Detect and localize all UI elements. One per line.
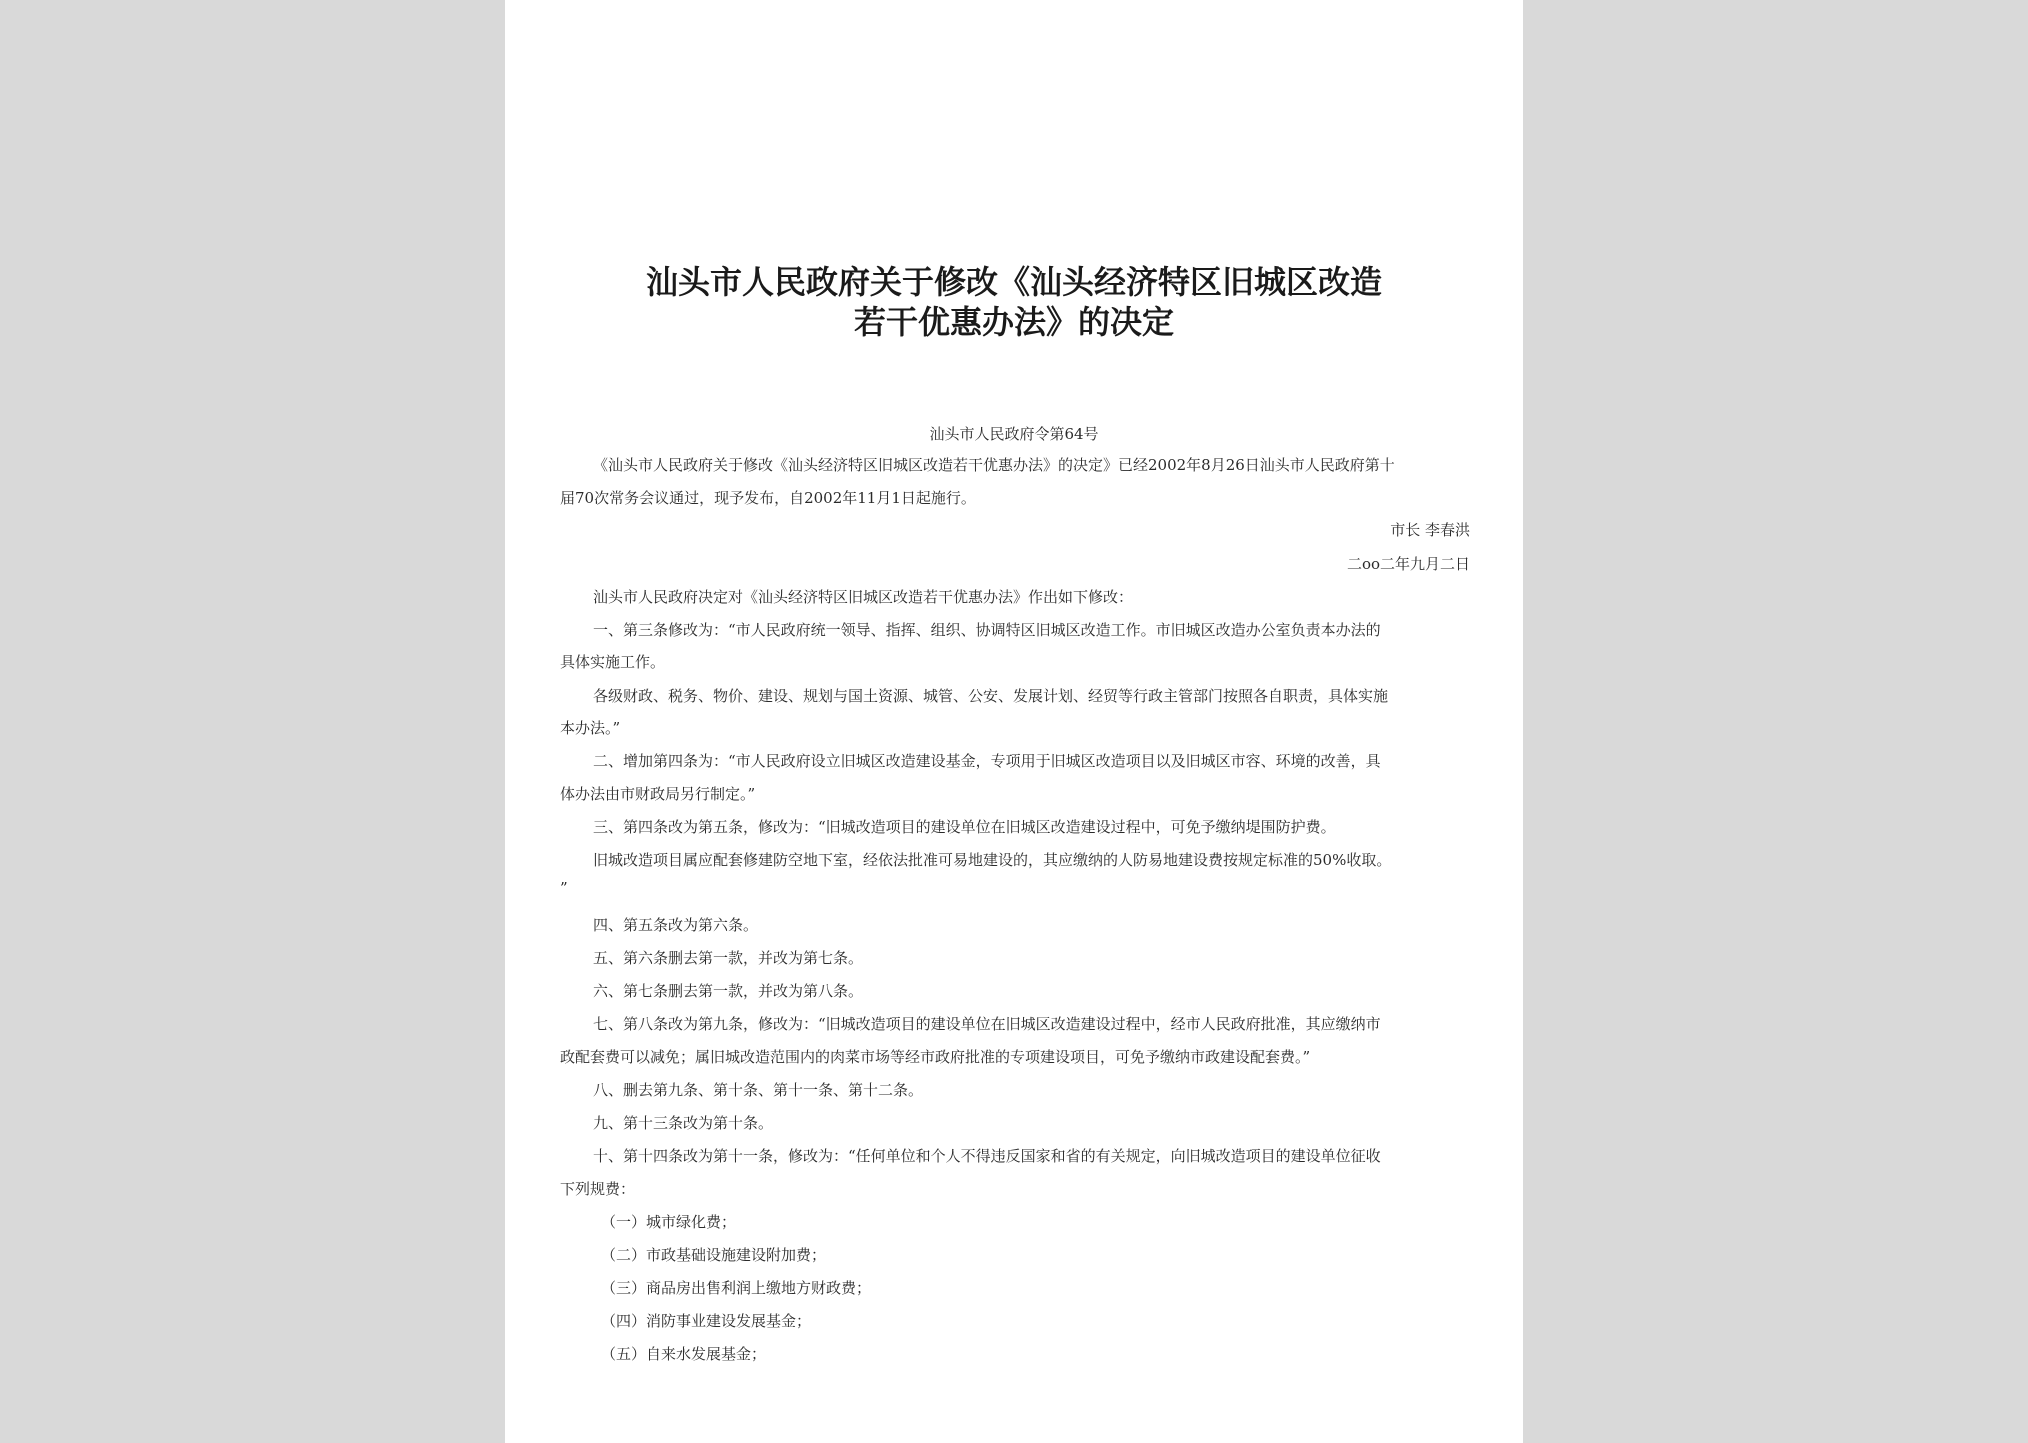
item-10-line-2: 下列规费： [560, 1180, 636, 1198]
item-9: 九、第十三条改为第十条。 [593, 1114, 774, 1132]
fee-item: （三）商品房出售利润上缴地方财政费； [601, 1279, 872, 1297]
intro-line-2: 届70次常务会议通过，现予发布，自2002年11月1日起施行。 [560, 489, 976, 507]
item-1-line-1: 一、第三条修改为：“市人民政府统一领导、指挥、组织、协调特区旧城区改造工作。市旧城区改造办公室负责本办法的 [593, 621, 1381, 639]
fee-item: （五）自来水发展基金； [601, 1345, 767, 1363]
item-3-para-2-line-1: 旧城改造项目属应配套修建防空地下室，经依法批准可易地建设的，其应缴纳的人防易地建设费按规定标准的50%收取。 [593, 851, 1392, 869]
decision-intro: 汕头市人民政府决定对《汕头经济特区旧城区改造若干优惠办法》作出如下修改： [593, 588, 1134, 606]
item-3-para-2-line-2: ” [560, 879, 568, 897]
fee-item: （四）消防事业建设发展基金； [601, 1312, 812, 1330]
item-6: 六、第七条删去第一款，并改为第八条。 [593, 982, 864, 1000]
item-4: 四、第五条改为第六条。 [593, 916, 759, 934]
item-1-para-2-line-1: 各级财政、税务、物价、建设、规划与国土资源、城管、公安、发展计划、经贸等行政主管部门按照各自职责，具体实施 [593, 687, 1389, 705]
title-line-2: 若干优惠办法》的决定 [853, 303, 1174, 341]
item-8: 八、删去第九条、第十条、第十一条、第十二条。 [593, 1081, 924, 1099]
item-10-line-1: 十、第十四条改为第十一条，修改为：“任何单位和个人不得违反国家和省的有关规定，向旧城改造项目的建设单位征收 [593, 1147, 1381, 1165]
item-7-line-1: 七、第八条改为第九条，修改为：“旧城改造项目的建设单位在旧城区改造建设过程中，经市人民政府批准，其应缴纳市 [593, 1015, 1381, 1033]
item-2-line-2: 体办法由市财政局另行制定。” [560, 785, 756, 803]
document-title [505, 262, 1523, 342]
item-3-line-1: 三、第四条改为第五条，修改为：“旧城改造项目的建设单位在旧城区改造建设过程中，可免予缴纳堤围防护费。 [593, 818, 1336, 836]
signatory: 市长 李春洪 [1390, 521, 1470, 539]
fee-item: （一）城市绿化费； [601, 1213, 737, 1231]
item-5: 五、第六条删去第一款，并改为第七条。 [593, 949, 864, 967]
fee-item: （二）市政基础设施建设附加费； [601, 1246, 827, 1264]
item-7-line-2: 政配套费可以减免；属旧城改造范围内的肉菜市场等经市政府批准的专项建设项目，可免予缴纳市政建设配套费。” [560, 1048, 1311, 1066]
title-line-1: 汕头市人民政府关于修改《汕头经济特区旧城区改造 [645, 263, 1382, 301]
item-2-line-1: 二、增加第四条为：“市人民政府设立旧城区改造建设基金，专项用于旧城区改造项目以及旧城区市容、环境的改善，具 [593, 752, 1381, 770]
item-1-para-2-line-2: 本办法。” [560, 719, 621, 737]
item-1-line-2: 具体实施工作。 [560, 653, 666, 671]
intro-line-1: 《汕头市人民政府关于修改《汕头经济特区旧城区改造若干优惠办法》的决定》已经2002年8月26日汕头市人民政府第十 [593, 456, 1395, 474]
document-page [505, 0, 1523, 1443]
order-number: 汕头市人民政府令第64号 [929, 425, 1099, 443]
signing-date: 二oo二年九月二日 [1346, 555, 1470, 573]
